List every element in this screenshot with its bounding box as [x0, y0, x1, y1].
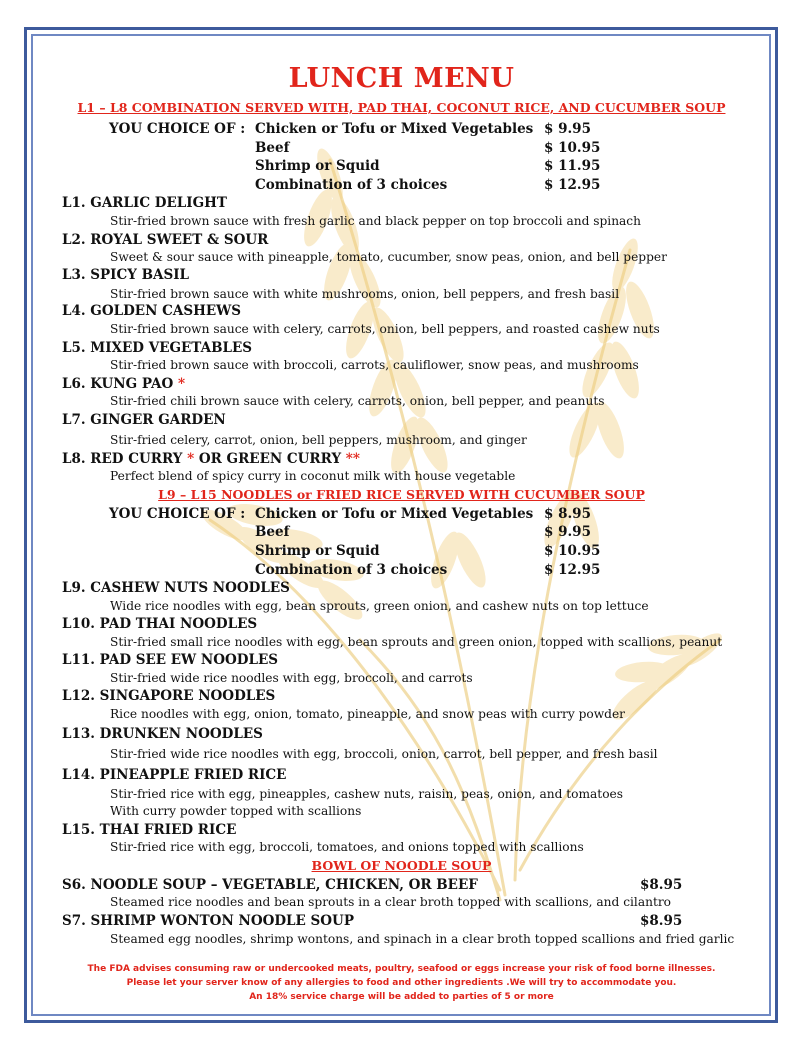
- menu-item-description: With curry powder topped with scallions: [110, 804, 362, 818]
- menu-item-description: Wide rice noodles with egg, bean sprouts, green onion, and cashew nuts on top lettuce: [110, 599, 649, 613]
- menu-item-description: Stir-fried small rice noodles with egg, bean sprouts and green onion, topped with scallions, peanut: [110, 635, 723, 649]
- noodle-choice-label: YOU CHOICE OF :: [109, 506, 246, 522]
- menu-item-price: $8.95: [640, 877, 683, 893]
- combo-choice-price: $ 11.95: [544, 158, 601, 174]
- combo-choice-option: Combination of 3 choices: [255, 177, 448, 193]
- spicy-marker: *: [187, 451, 195, 467]
- combo-choice-price: $ 9.95: [544, 121, 591, 137]
- menu-item-description: Stir-fried rice with egg, broccoli, tomatoes, and onions topped with scallions: [110, 840, 584, 854]
- menu-item-description: Steamed rice noodles and bean sprouts in a clear broth topped with scallions, and cilantro: [110, 895, 672, 909]
- combo-choice-option: Shrimp or Squid: [255, 158, 380, 174]
- menu-item-name: L2. ROYAL SWEET & SOUR: [62, 232, 269, 248]
- noodle-choice-price: $ 9.95: [544, 524, 591, 540]
- extra-spicy-marker: **: [345, 451, 360, 467]
- menu-item-name: L9. CASHEW NUTS NOODLES: [62, 580, 290, 596]
- menu-item-name: S6. NOODLE SOUP – VEGETABLE, CHICKEN, OR BEEF: [62, 877, 478, 893]
- noodle-choice-option: Beef: [255, 524, 290, 540]
- combo-choice-option: Beef: [255, 140, 290, 156]
- menu-item-description: Stir-fried brown sauce with fresh garlic and black pepper on top broccoli and spinach: [110, 214, 641, 228]
- menu-item-name-curry: [62, 451, 360, 467]
- combo-choice-price: $ 12.95: [544, 177, 601, 193]
- menu-item-name: L15. THAI FRIED RICE: [62, 822, 237, 838]
- combo-choice-option: Chicken or Tofu or Mixed Vegetables: [255, 121, 534, 137]
- menu-item-description: Stir-fried wide rice noodles with egg, broccoli, and carrots: [110, 671, 473, 685]
- menu-item-description: Perfect blend of spicy curry in coconut milk with house vegetable: [110, 469, 516, 483]
- menu-item-description: Stir-fried brown sauce with celery, carrots, onion, bell peppers, and roasted cashew nuts: [110, 322, 660, 336]
- noodle-choice-option: Chicken or Tofu or Mixed Vegetables: [255, 506, 534, 522]
- menu-item-name-kung-pao: [62, 376, 185, 392]
- noodle-choice-price: $ 12.95: [544, 562, 601, 578]
- service-charge-note: An 18% service charge will be added to parties of 5 or more: [249, 992, 554, 1002]
- menu-item-name: L14. PINEAPPLE FRIED RICE: [62, 767, 287, 783]
- menu-title: LUNCH MENU: [288, 63, 515, 94]
- soup-section-header: BOWL OF NOODLE SOUP: [311, 858, 492, 873]
- combo-choice-price: $ 10.95: [544, 140, 601, 156]
- menu-item-name: L10. PAD THAI NOODLES: [62, 616, 258, 632]
- noodle-choice-price: $ 10.95: [544, 543, 601, 559]
- menu-item-name: OR GREEN CURRY: [198, 451, 342, 467]
- menu-item-name: L6. KUNG PAO: [62, 376, 174, 392]
- combo-section-header: L1 – L8 COMBINATION SERVED WITH, PAD THAI, COCONUT RICE, AND CUCUMBER SOUP: [77, 100, 726, 115]
- noodle-choice-option: Shrimp or Squid: [255, 543, 380, 559]
- menu-item-name: L13. DRUNKEN NOODLES: [62, 726, 263, 742]
- menu-item-name: L4. GOLDEN CASHEWS: [62, 303, 242, 319]
- menu-item-name: L3. SPICY BASIL: [62, 267, 190, 283]
- allergy-note: Please let your server know of any allergies to food and other ingredients .We will try to accommodate you.: [126, 978, 677, 988]
- spicy-marker: *: [178, 376, 186, 392]
- menu-item-name: L5. MIXED VEGETABLES: [62, 340, 253, 356]
- fda-advisory-note: The FDA advises consuming raw or undercooked meats, poultry, seafood or eggs increase your risk of food borne illnesses.: [87, 964, 716, 974]
- menu-item-price: $8.95: [640, 913, 683, 929]
- menu-item-name: S7. SHRIMP WONTON NOODLE SOUP: [62, 913, 354, 929]
- noodle-section-header: L9 – L15 NOODLES or FRIED RICE SERVED WITH CUCUMBER SOUP: [158, 487, 645, 502]
- menu-item-description: Stir-fried wide rice noodles with egg, broccoli, onion, carrot, bell pepper, and fresh basil: [110, 747, 658, 761]
- menu-item-description: Sweet & sour sauce with pineapple, tomato, cucumber, snow peas, onion, and bell pepper: [110, 250, 667, 264]
- menu-item-description: Stir-fried brown sauce with broccoli, carrots, cauliflower, snow peas, and mushrooms: [110, 358, 639, 372]
- noodle-choice-price: $ 8.95: [544, 506, 591, 522]
- menu-item-description: Stir-fried rice with egg, pineapples, cashew nuts, raisin, peas, onion, and tomatoes: [110, 787, 624, 801]
- menu-item-description: Stir-fried brown sauce with white mushrooms, onion, bell peppers, and fresh basil: [110, 287, 620, 301]
- menu-item-name: L12. SINGAPORE NOODLES: [62, 688, 276, 704]
- noodle-choice-option: Combination of 3 choices: [255, 562, 448, 578]
- menu-item-description: Steamed egg noodles, shrimp wontons, and spinach in a clear broth topped scallions and fried garlic: [110, 932, 735, 946]
- menu-item-name: L8. RED CURRY: [62, 451, 183, 467]
- menu-item-description: Rice noodles with egg, onion, tomato, pineapple, and snow peas with curry powder: [110, 707, 626, 721]
- menu-item-description: Stir-fried celery, carrot, onion, bell peppers, mushroom, and ginger: [110, 433, 527, 447]
- menu-item-name: L11. PAD SEE EW NOODLES: [62, 652, 279, 668]
- menu-item-description: Stir-fried chili brown sauce with celery, carrots, onion, bell pepper, and peanuts: [110, 394, 605, 408]
- menu-item-name: L7. GINGER GARDEN: [62, 412, 226, 428]
- menu-item-name: L1. GARLIC DELIGHT: [62, 195, 227, 211]
- combo-choice-label: YOU CHOICE OF :: [109, 121, 246, 137]
